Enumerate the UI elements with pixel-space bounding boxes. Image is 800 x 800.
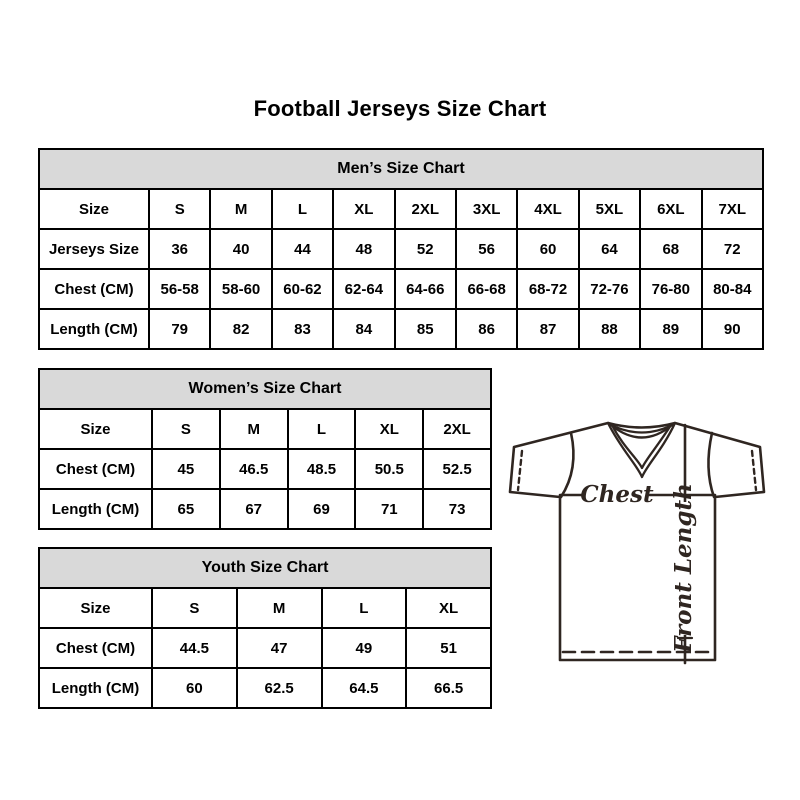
table-row — [39, 309, 763, 349]
youth-size-table — [38, 547, 492, 709]
table-cell: 36 — [149, 229, 210, 269]
row-label: Size — [39, 409, 152, 449]
table-cell: 65 — [152, 489, 220, 529]
jersey-measurement-diagram — [505, 407, 767, 665]
table-row — [39, 489, 491, 529]
table-cell: M — [210, 189, 271, 229]
table-cell: 71 — [355, 489, 423, 529]
table-cell: 87 — [517, 309, 578, 349]
table-cell: 40 — [210, 229, 271, 269]
table-cell: 52 — [395, 229, 456, 269]
table-row — [39, 189, 763, 229]
table-cell: 58-60 — [210, 269, 271, 309]
row-label: Chest (CM) — [39, 449, 152, 489]
table-cell: S — [149, 189, 210, 229]
row-label: Length (CM) — [39, 668, 152, 708]
table-cell: 45 — [152, 449, 220, 489]
table-title-row — [39, 369, 491, 409]
table-row — [39, 449, 491, 489]
table-cell: 62-64 — [333, 269, 394, 309]
table-cell: 89 — [640, 309, 701, 349]
row-label: Size — [39, 588, 152, 628]
table-cell: 44 — [272, 229, 333, 269]
table-cell: 85 — [395, 309, 456, 349]
table-title: Youth Size Chart — [39, 548, 491, 588]
table-cell: 64 — [579, 229, 640, 269]
table-cell: 60 — [517, 229, 578, 269]
table-cell: 62.5 — [237, 668, 322, 708]
row-label: Length (CM) — [39, 309, 149, 349]
mens-size-table — [38, 148, 764, 350]
table-cell: L — [322, 588, 407, 628]
table-cell: 86 — [456, 309, 517, 349]
table-cell: 56-58 — [149, 269, 210, 309]
table-row — [39, 409, 491, 449]
table-cell: 60-62 — [272, 269, 333, 309]
table-cell: 72 — [702, 229, 763, 269]
table-cell: XL — [406, 588, 491, 628]
table-row — [39, 628, 491, 668]
table-title-row — [39, 548, 491, 588]
table-cell: 79 — [149, 309, 210, 349]
table-cell: 2XL — [423, 409, 491, 449]
table-cell: 47 — [237, 628, 322, 668]
table-cell: 69 — [288, 489, 356, 529]
table-cell: 66.5 — [406, 668, 491, 708]
front-length-label: Front Length — [670, 483, 697, 653]
table-cell: 67 — [220, 489, 288, 529]
table-cell: 56 — [456, 229, 517, 269]
table-cell: 80-84 — [702, 269, 763, 309]
table-cell: 52.5 — [423, 449, 491, 489]
table-cell: 44.5 — [152, 628, 237, 668]
table-cell: 73 — [423, 489, 491, 529]
table-cell: 60 — [152, 668, 237, 708]
table-cell: 48.5 — [288, 449, 356, 489]
table-cell: 48 — [333, 229, 394, 269]
table-title-row — [39, 149, 763, 189]
table-cell: 76-80 — [640, 269, 701, 309]
row-label: Length (CM) — [39, 489, 152, 529]
table-cell: L — [288, 409, 356, 449]
table-cell: L — [272, 189, 333, 229]
table-row — [39, 588, 491, 628]
table-cell: 68 — [640, 229, 701, 269]
table-cell: 49 — [322, 628, 407, 668]
table-cell: M — [220, 409, 288, 449]
table-row — [39, 269, 763, 309]
table-title: Men’s Size Chart — [39, 149, 763, 189]
table-cell: 88 — [579, 309, 640, 349]
jersey-outline — [510, 423, 764, 660]
row-label: Jerseys Size — [39, 229, 149, 269]
jersey-diagram-svg — [505, 407, 767, 665]
table-cell: 5XL — [579, 189, 640, 229]
page-title: Football Jerseys Size Chart — [253, 96, 547, 121]
table-cell: 3XL — [456, 189, 517, 229]
table-cell: XL — [355, 409, 423, 449]
table-cell: 4XL — [517, 189, 578, 229]
row-label: Chest (CM) — [39, 269, 149, 309]
table-cell: 6XL — [640, 189, 701, 229]
table-cell: 83 — [272, 309, 333, 349]
table-cell: 82 — [210, 309, 271, 349]
table-cell: S — [152, 409, 220, 449]
table-cell: 2XL — [395, 189, 456, 229]
womens-size-table — [38, 368, 492, 530]
table-cell: 90 — [702, 309, 763, 349]
table-title: Women’s Size Chart — [39, 369, 491, 409]
table-cell: 51 — [406, 628, 491, 668]
table-row — [39, 229, 763, 269]
table-cell: S — [152, 588, 237, 628]
table-cell: 66-68 — [456, 269, 517, 309]
table-cell: XL — [333, 189, 394, 229]
table-cell: 50.5 — [355, 449, 423, 489]
row-label: Chest (CM) — [39, 628, 152, 668]
table-cell: 72-76 — [579, 269, 640, 309]
table-row — [39, 668, 491, 708]
table-cell: 7XL — [702, 189, 763, 229]
table-cell: 68-72 — [517, 269, 578, 309]
table-cell: M — [237, 588, 322, 628]
table-cell: 64-66 — [395, 269, 456, 309]
table-cell: 84 — [333, 309, 394, 349]
row-label: Size — [39, 189, 149, 229]
table-cell: 46.5 — [220, 449, 288, 489]
chest-label: Chest — [580, 481, 654, 508]
table-cell: 64.5 — [322, 668, 407, 708]
